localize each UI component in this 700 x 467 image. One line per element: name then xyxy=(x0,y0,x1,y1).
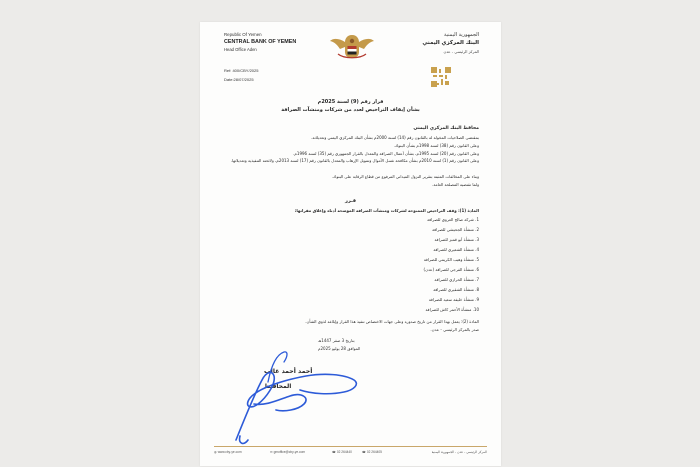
company-list-item xyxy=(427,217,479,222)
company-number: 10. xyxy=(472,307,479,312)
footer-website xyxy=(214,450,242,454)
company-name: منشأة الشقيري للصرافة xyxy=(433,287,474,292)
signatory-title: المحافـظ xyxy=(264,383,292,390)
issued-at: صدر بالمركز الرئيسي - عدن. xyxy=(430,327,479,332)
company-number: 8. xyxy=(475,287,479,292)
company-list-item xyxy=(424,267,479,272)
company-list-item xyxy=(433,287,479,292)
company-number: 5. xyxy=(475,257,479,262)
globe-icon: ◍ xyxy=(214,450,217,454)
preamble-line: بمقتضى الصلاحيات المخولة له بالقانون رقم (14) لسنة 2000م بشأن البنك المركزي اليمني وتعديلاته. xyxy=(311,135,479,140)
footer-phone-2 xyxy=(362,450,382,454)
company-list-item xyxy=(432,227,479,232)
company-name: منشأة الأحمر كاش للصرافة xyxy=(425,307,472,312)
date-hijri: بتاريخ 3 صفر 1447هـ xyxy=(318,338,355,343)
company-list-item xyxy=(433,247,479,252)
preamble-line: وعلى القانون رقم (1) لسنة 2010م بشأن مكافحة غسل الأموال وتمويل الإرهاب والمعدل بالقانون رقم (17) لسنة 2013م، ولائحته التنفيذية وتعديلاتها. xyxy=(230,158,479,163)
company-name: شركة صالح العروي للصرافة xyxy=(427,217,474,222)
footer-divider xyxy=(214,446,487,447)
company-number: 3. xyxy=(475,237,479,242)
header-republic-en: Republic Of Yemen xyxy=(224,32,262,37)
governor-line: محافظ البنك المركزي اليمني xyxy=(413,126,479,131)
header-republic-ar: الجمهورية اليمنية xyxy=(443,32,479,38)
signature xyxy=(214,340,374,450)
decision-document xyxy=(200,22,501,466)
website-text: www.cby-ye.com xyxy=(217,450,242,454)
company-name: منشأة الجحيشي للصرافة xyxy=(432,227,474,232)
header-office-ar: المركز الرئيسي - عدن xyxy=(443,49,479,54)
company-number: 9. xyxy=(475,297,479,302)
company-name: منشأة الشعيري للصرافة xyxy=(433,247,474,252)
mail-icon: ✉ xyxy=(270,450,273,454)
date-gregorian: الموافق 28 يوليو 2025م xyxy=(318,346,361,351)
header-bank-ar: البنك المركزي اليمني xyxy=(422,40,479,46)
company-name: منشأة الحرازي للصرافة xyxy=(434,277,474,282)
preamble-line: وعلى القانون رقم (38) لسنة 1998م بشأن البنوك. xyxy=(393,143,479,148)
phone-text: 02 264405 xyxy=(366,450,382,454)
decision-subtitle: بشأن إيقاف التراخيص لعدد من شركات ومنشآت الصرافة xyxy=(281,107,420,113)
company-list-item xyxy=(434,277,479,282)
signatory-name: أحمد أحمد غالب xyxy=(264,368,313,375)
preamble-line: ولما تقتضيه المصلحة العامة. xyxy=(432,182,479,187)
article-2: المادة (2): يعمل بهذا القرار من تاريخ صدوره وعلى جهات الاختصاص تنفيذ هذا القرار وإبلاغه لذوي الشأن. xyxy=(305,319,479,324)
preamble-line: وبناء على المخالفات المثبتة بتقرير النزول الميداني المرفوع من قطاع الرقابة على البنوك. xyxy=(331,174,479,179)
company-list-item xyxy=(424,257,479,262)
ref-number: Ref: 400/CBY/2025 xyxy=(224,68,259,73)
qr-code xyxy=(431,67,451,87)
ref-date: Date:28/07/2025 xyxy=(224,77,254,82)
phone-text: 02 264440 xyxy=(336,450,352,454)
email-text: gmoffice@cby-ye.com xyxy=(273,450,306,454)
article-1: المادة (1): وقف التراخيص الممنوحة لشركات ومنشآت الصرافة الموضحة أدناه وإغلاق مقراتها: xyxy=(294,208,479,213)
footer-phone-1 xyxy=(332,450,352,454)
resolves-heading: قـرر xyxy=(345,198,356,204)
preamble-line: وعلى القانون رقم (20) لسنة 1995م، بشأن أعمال الصرافة والمعدل بالقرار الجمهوري رقم (35) لسنة 1996م. xyxy=(293,151,479,156)
phone-icon: ☎ xyxy=(332,450,336,454)
company-name: منشأة خليفة سعيد للصرافة xyxy=(428,297,474,302)
company-list-item xyxy=(426,307,479,312)
company-name: منشأة الفرجي للصرافة (عدن) xyxy=(423,267,474,272)
company-list-item xyxy=(435,237,479,242)
company-number: 1. xyxy=(475,217,479,222)
company-number: 2. xyxy=(475,227,479,232)
yemen-eagle-emblem xyxy=(328,32,376,60)
footer-address: المركز الرئيسي - عدن - الجمهورية اليمنية xyxy=(431,450,487,454)
company-number: 4. xyxy=(475,247,479,252)
phone-icon: ☎ xyxy=(362,450,366,454)
decision-title: قرار رقم (9) لسنة 2025م xyxy=(317,99,384,105)
footer-email xyxy=(270,450,305,454)
header-bank-en: CENTRAL BANK OF YEMEN xyxy=(224,39,297,45)
company-number: 7. xyxy=(475,277,479,282)
company-name: منشأة وهيب الكريمي للصرافة xyxy=(423,257,474,262)
header-office-en: Head Office Aden xyxy=(224,47,257,52)
company-number: 6. xyxy=(475,267,479,272)
company-list-item xyxy=(429,297,479,302)
company-name: منشأة أبو قمبز للصرافة xyxy=(434,237,474,242)
